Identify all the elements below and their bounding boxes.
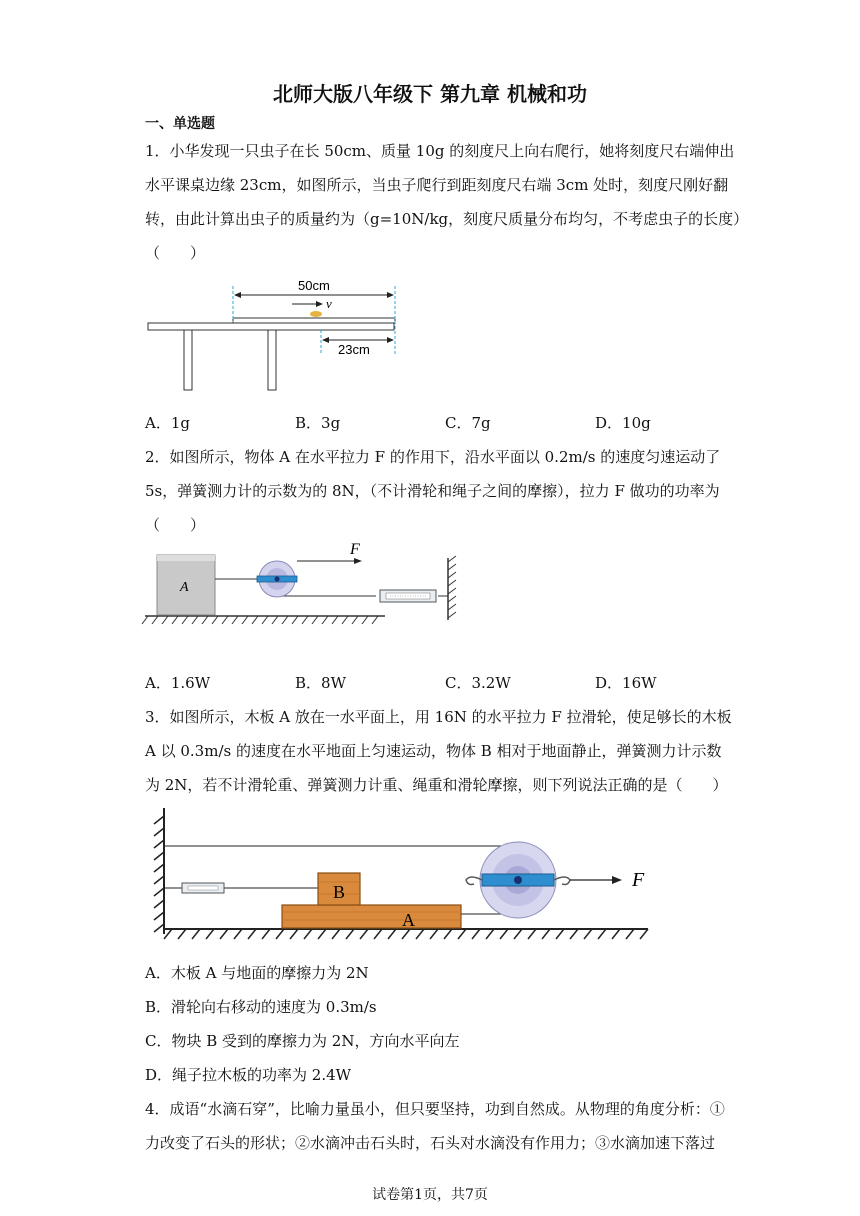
q4-line-2: 力改变了石头的形状；②水滴冲击石头时，石头对水滴没有作用力；③水滴加速下落过	[145, 1134, 716, 1152]
q1-option-c[interactable]: C．7g	[445, 414, 491, 432]
q3-line-2: A 以 0.3m/s 的速度在水平地面上匀速运动，物体 B 相对于地面静止，弹簧测力计示数	[145, 742, 722, 760]
q2-option-b[interactable]: B．8W	[295, 674, 346, 692]
page-title: 北师大版八年级下 第九章 机械和功	[273, 82, 587, 106]
q1-line-3: 转，由此计算出虫子的质量约为（g=10N/kg，刻度尺质量分布均匀，不考虑虫子的长度）	[145, 210, 749, 228]
q3-option-d[interactable]: D．绳子拉木板的功率为 2.4W	[145, 1066, 352, 1084]
bug-icon	[310, 311, 322, 317]
q2-option-c[interactable]: C．3.2W	[445, 674, 511, 692]
q1-line-4: （ ）	[145, 244, 206, 262]
q2-figure-pulley	[140, 538, 470, 633]
q1-figure-ruler-desk	[140, 272, 410, 397]
q1-line-2: 水平课桌边缘 23cm，如图所示，当虫子爬行到距刻度尺右端 3cm 处时，刻度尺刚好翻	[145, 176, 729, 194]
q2-label-force: F	[350, 541, 360, 558]
q3-line-3: 为 2N，若不计滑轮重、弹簧测力计重、绳重和滑轮摩擦，则下列说法正确的是（ ）	[145, 776, 728, 794]
q3-label-block-a: A	[402, 910, 415, 930]
q3-option-a[interactable]: A．木板 A 与地面的摩擦力为 2N	[145, 964, 369, 982]
q3-figure-board-pulley	[148, 802, 668, 952]
q3-label-force: F	[632, 869, 645, 891]
q1-line-1: 1．小华发现一只虫子在长 50cm、质量 10g 的刻度尺上向右爬行，她将刻度尺右端伸出	[145, 142, 735, 160]
q1-label-overhang: 23cm	[338, 342, 370, 357]
page-footer: 试卷第1页，共7页	[372, 1187, 488, 1203]
q1-option-b[interactable]: B．3g	[295, 414, 341, 432]
q1-label-length: 50cm	[298, 278, 330, 293]
q3-line-1: 3．如图所示，木板 A 放在一水平面上，用 16N 的水平拉力 F 拉滑轮，使足够长的木板	[145, 708, 732, 726]
q2-option-d[interactable]: D．16W	[595, 674, 657, 692]
q1-label-velocity: v	[326, 296, 332, 311]
q2-line-1: 2．如图所示，物体 A 在水平拉力 F 的作用下，沿水平面以 0.2m/s 的速度匀速运动了	[145, 448, 721, 466]
q2-line-2: 5s，弹簧测力计的示数为的 8N，（不计滑轮和绳子之间的摩擦），拉力 F 做功的功率为	[145, 482, 720, 500]
q2-option-a[interactable]: A．1.6W	[145, 674, 211, 692]
q4-line-1: 4．成语“水滴石穿”，比喻力量虽小，但只要坚持，功到自然成。从物理的角度分析：①	[145, 1100, 725, 1118]
q1-option-d[interactable]: D．10g	[595, 414, 651, 432]
q2-label-block: A	[180, 580, 189, 595]
q3-option-b[interactable]: B．滑轮向右移动的速度为 0.3m/s	[145, 998, 377, 1016]
q1-option-a[interactable]: A．1g	[145, 414, 190, 432]
q3-label-block-b: B	[333, 882, 346, 902]
section-heading: 一、单选题	[145, 116, 215, 132]
q2-line-3: （ ）	[145, 516, 206, 534]
q3-option-c[interactable]: C．物块 B 受到的摩擦力为 2N，方向水平向左	[145, 1032, 460, 1050]
